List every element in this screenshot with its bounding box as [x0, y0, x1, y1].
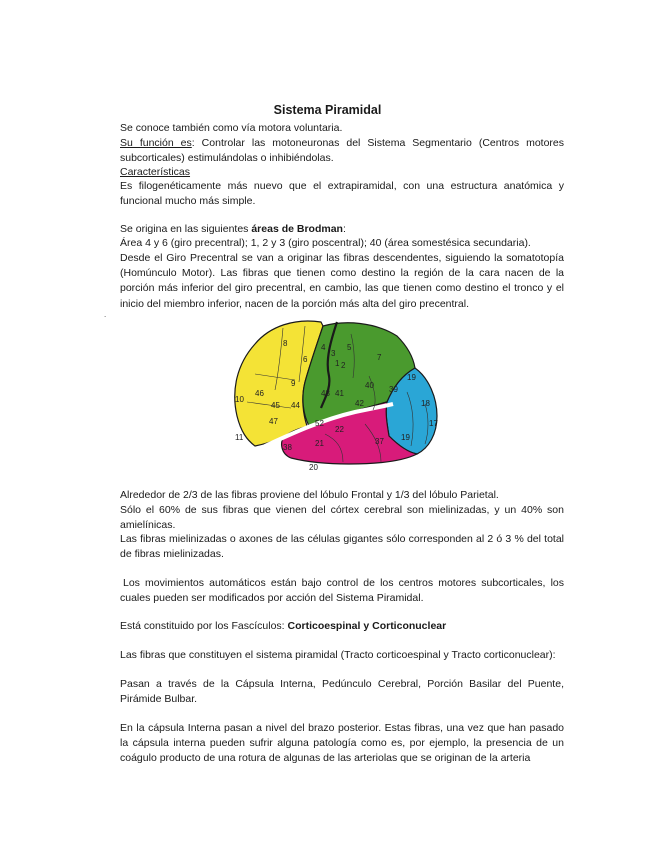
area-label: 38	[283, 443, 292, 452]
area-label: 5	[347, 343, 352, 352]
area-label: 46	[255, 389, 264, 398]
area-label: 8	[283, 339, 288, 348]
capsule-paragraph: En la cápsula Interna pasan a nivel del brazo posterior. Estas fibras, una vez que han pasado la cápsula interna pueden sufrir alguna patología como es, por ejemplo, la presencia de un coágulo producto de una rotura de algunas de las arteriolas que se originan de la arteria	[120, 722, 564, 765]
area-label: 42	[355, 399, 364, 408]
fascicles-line	[120, 619, 564, 634]
area-label: 37	[375, 437, 384, 446]
document-title: Sistema Piramidal	[273, 103, 382, 117]
area-label: 18	[421, 399, 430, 408]
area-label: 45	[271, 401, 280, 410]
area-label: 6	[303, 355, 308, 364]
function-text: : Controlar las motoneuronas del Sistema Segmentario (Centros motores subcorticales) estimulándolas o inhibiéndolas.	[120, 137, 564, 165]
origin-lead-line	[120, 222, 564, 237]
area-label: 52	[315, 419, 324, 428]
origin-detail-paragraph: Desde el Giro Precentral se van a originar las fibras descendentes, siguiendo la somatotopía (Homúnculo Motor). Las fibras que tienen como destino la región de la cara nacen de la porción más inferior del giro precentral, en cambio, las que tienen como destino el tronco y el inicio del miembro inferior, nacen de la porción más alta del giro precentral.	[120, 252, 564, 310]
function-paragraph	[120, 136, 564, 166]
area-label: 2	[341, 361, 346, 370]
characteristics-heading: Características	[120, 166, 191, 178]
area-label: 1	[335, 359, 340, 368]
area-label: 4	[321, 343, 326, 352]
area-label: 21	[315, 439, 324, 448]
origin-lead: Se origina en las siguientes	[120, 223, 252, 235]
area-label: 20	[309, 463, 318, 472]
area-label: 11	[235, 433, 244, 442]
fascicles-bold: Corticoespinal y Corticonuclear	[287, 620, 447, 632]
area-label: 41	[335, 389, 344, 398]
area-label: 39	[389, 385, 398, 394]
area-label: 17	[429, 419, 438, 428]
origin-colon: :	[342, 223, 346, 235]
function-label: Su función es	[120, 137, 192, 149]
area-label: 47	[269, 417, 278, 426]
path-paragraph: Pasan a través de la Cápsula Interna, Pedúnculo Cerebral, Porción Basilar del Puente, Pirámide Bulbar.	[120, 678, 564, 706]
area-label: 9	[291, 379, 296, 388]
area-label: 7	[377, 353, 382, 362]
area-label: 40	[365, 381, 374, 390]
area-label: 43	[321, 389, 330, 398]
origin-bold: áreas de Brodman	[251, 223, 343, 235]
tract-paragraph: Las fibras que constituyen el sistema piramidal (Tracto corticoespinal y Tracto corticonuclear):	[120, 649, 556, 661]
fibers-line-3: Las fibras mielinizadas o axones de las células gigantes sólo corresponden al 2 ó 3 % del total de fibras mielinizadas.	[120, 533, 564, 561]
automatic-paragraph: Los movimientos automáticos están bajo control de los centros motores subcorticales, los cuales pueden ser modificados por acción del Sistema Piramidal.	[120, 577, 564, 605]
stray-mark: .	[104, 310, 107, 319]
fascicles-lead: Está constituido por los Fascículos:	[120, 620, 288, 632]
area-label: 22	[335, 425, 344, 434]
fibers-line-1: Alrededor de 2/3 de las fibras proviene del lóbulo Frontal y 1/3 del lóbulo Parietal.	[120, 489, 499, 501]
area-label: 44	[291, 401, 300, 410]
brodmann-brain-figure	[225, 316, 450, 476]
characteristics-paragraph: Es filogenéticamente más nuevo que el extrapiramidal, con una estructura anatómica y funcional mucho más simple.	[120, 180, 564, 208]
origin-areas: Área 4 y 6 (giro precentral); 1, 2 y 3 (giro poscentral); 40 (área somestésica secundaria).	[120, 237, 531, 249]
area-label: 19	[401, 433, 410, 442]
area-label: 19	[407, 373, 416, 382]
area-label: 3	[331, 349, 336, 358]
intro-paragraph: Se conoce también como vía motora voluntaria.	[120, 122, 343, 134]
fibers-line-2: Sólo el 60% de sus fibras que vienen del córtex cerebral son mielinizadas, y un 40% son amielínicas.	[120, 504, 564, 532]
area-label: 10	[235, 395, 244, 404]
